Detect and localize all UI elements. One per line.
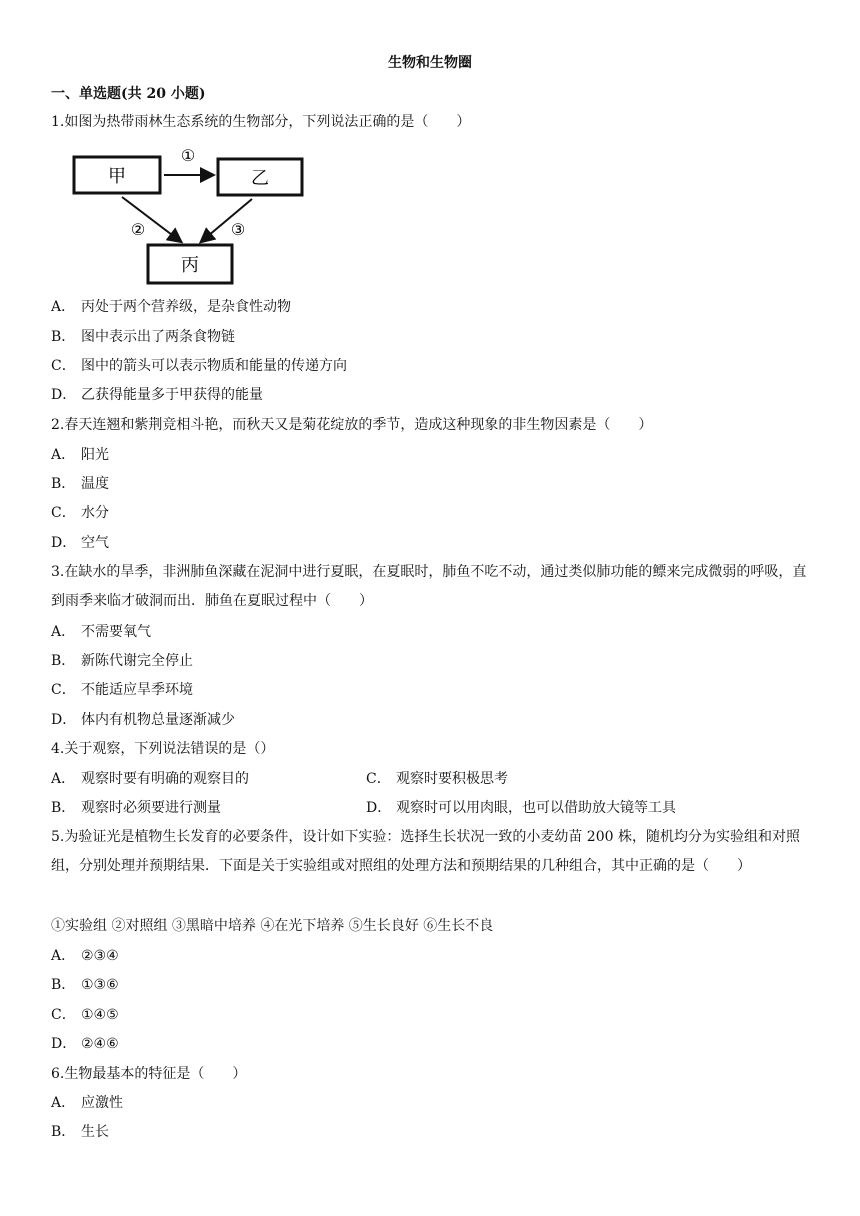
question-1-stem: 1.如图为热带雨林生态系统的生物部分，下列说法正确的是（ ） bbox=[51, 114, 471, 130]
question-4-stem: 4.关于观察，下列说法错误的是（） bbox=[51, 741, 275, 757]
option-text: 水分 bbox=[81, 505, 109, 521]
q2-option-a bbox=[51, 445, 109, 465]
option-label: C． bbox=[51, 505, 76, 521]
option-text: 观察时可以用肉眼，也可以借助放大镜等工具 bbox=[396, 800, 676, 816]
food-chain-diagram bbox=[70, 145, 310, 290]
option-label: C． bbox=[51, 1007, 76, 1023]
option-text: ②③④ bbox=[81, 948, 119, 964]
q4-option-a bbox=[51, 769, 249, 789]
option-text: 观察时要有明确的观察目的 bbox=[81, 771, 249, 787]
option-label: C． bbox=[51, 682, 76, 698]
option-text: 生长 bbox=[81, 1124, 109, 1140]
option-text: ①④⑤ bbox=[81, 1007, 119, 1023]
q1-option-b bbox=[51, 327, 235, 347]
q4-option-c bbox=[366, 769, 508, 789]
option-text: 丙处于两个营养级，是杂食性动物 bbox=[81, 299, 291, 315]
option-text: 新陈代谢完全停止 bbox=[81, 653, 193, 669]
option-text: 不能适应旱季环境 bbox=[81, 682, 193, 698]
option-text: 阳光 bbox=[81, 447, 109, 463]
option-label: D． bbox=[51, 1036, 77, 1052]
arrow-3-label: ③ bbox=[230, 220, 246, 239]
question-2-stem: 2.春天连翘和紫荆竞相斗艳，而秋天又是菊花绽放的季节，造成这种现象的非生物因素是（ ） bbox=[51, 417, 653, 433]
option-label: A． bbox=[51, 771, 76, 787]
arrow-2-label: ② bbox=[130, 220, 146, 239]
option-text: 图中表示出了两条食物链 bbox=[81, 329, 235, 345]
q1-option-c bbox=[51, 356, 347, 376]
option-label: B． bbox=[51, 329, 76, 345]
option-label: A． bbox=[51, 1095, 76, 1111]
option-label: B． bbox=[51, 800, 76, 816]
option-label: D． bbox=[51, 535, 77, 551]
option-text: ②④⑥ bbox=[81, 1036, 119, 1052]
option-label: B． bbox=[51, 977, 76, 993]
q5-option-a bbox=[51, 946, 119, 966]
q2-option-b bbox=[51, 474, 109, 494]
q5-option-d bbox=[51, 1034, 119, 1054]
option-label: A． bbox=[51, 299, 76, 315]
option-label: D． bbox=[51, 712, 77, 728]
q2-option-c bbox=[51, 503, 109, 523]
box-yi-label: 乙 bbox=[251, 168, 269, 189]
box-jia-label: 甲 bbox=[108, 166, 126, 187]
option-text: 观察时要积极思考 bbox=[396, 771, 508, 787]
q3-option-b bbox=[51, 651, 193, 671]
document-title: 生物和生物圈 bbox=[388, 55, 472, 71]
q4-option-d bbox=[366, 798, 676, 818]
option-text: 应激性 bbox=[81, 1095, 123, 1111]
option-label: C． bbox=[366, 771, 391, 787]
q4-option-b bbox=[51, 798, 221, 818]
option-label: A． bbox=[51, 624, 76, 640]
option-label: D． bbox=[51, 387, 77, 403]
option-label: D． bbox=[366, 800, 392, 816]
q3-option-a bbox=[51, 622, 151, 642]
option-label: B． bbox=[51, 653, 76, 669]
section-title: 一、单选题(共 20 小题) bbox=[51, 86, 206, 102]
option-label: C． bbox=[51, 358, 76, 374]
option-text: ①③⑥ bbox=[81, 977, 119, 993]
question-5-stem: 5.为验证光是植物生长发育的必要条件，设计如下实验：选择生长状况一致的小麦幼苗 200 株，随机均分为实验组和对照组，分别处理并预期结果．下面是关于实验组或对照组的处理方法和预期结果的几种组合，其中正确的是（ ） bbox=[51, 829, 800, 874]
q1-option-a bbox=[51, 297, 291, 317]
question-3-stem: 3.在缺水的旱季，非洲肺鱼深藏在泥洞中进行夏眠，在夏眠时，肺鱼不吃不动，通过类似肺功能的鳔来完成微弱的呼吸，直到雨季来临才破洞而出．肺鱼在夏眠过程中（ ） bbox=[51, 564, 807, 609]
option-label: A． bbox=[51, 447, 76, 463]
option-text: 温度 bbox=[81, 476, 109, 492]
option-text: 体内有机物总量逐渐减少 bbox=[81, 712, 235, 728]
option-text: 乙获得能量多于甲获得的能量 bbox=[81, 387, 263, 403]
option-text: 空气 bbox=[81, 535, 109, 551]
option-label: B． bbox=[51, 1124, 76, 1140]
q6-option-b bbox=[51, 1122, 109, 1142]
q3-option-d bbox=[51, 710, 235, 730]
q2-option-d bbox=[51, 533, 109, 553]
q5-option-b bbox=[51, 975, 119, 995]
option-label: B． bbox=[51, 476, 76, 492]
arrow-1-label: ① bbox=[180, 146, 196, 165]
box-bing-label: 丙 bbox=[181, 255, 199, 276]
q1-option-d bbox=[51, 385, 263, 405]
question-5-items: ①实验组 ②对照组 ③黑暗中培养 ④在光下培养 ⑤生长良好 ⑥生长不良 bbox=[51, 918, 494, 934]
option-label: A． bbox=[51, 948, 76, 964]
q5-option-c bbox=[51, 1005, 119, 1025]
option-text: 不需要氧气 bbox=[81, 624, 151, 640]
option-text: 观察时必须要进行测量 bbox=[81, 800, 221, 816]
option-text: 图中的箭头可以表示物质和能量的传递方向 bbox=[81, 358, 347, 374]
q3-option-c bbox=[51, 680, 193, 700]
q6-option-a bbox=[51, 1093, 123, 1113]
question-6-stem: 6.生物最基本的特征是（ ） bbox=[51, 1066, 247, 1082]
